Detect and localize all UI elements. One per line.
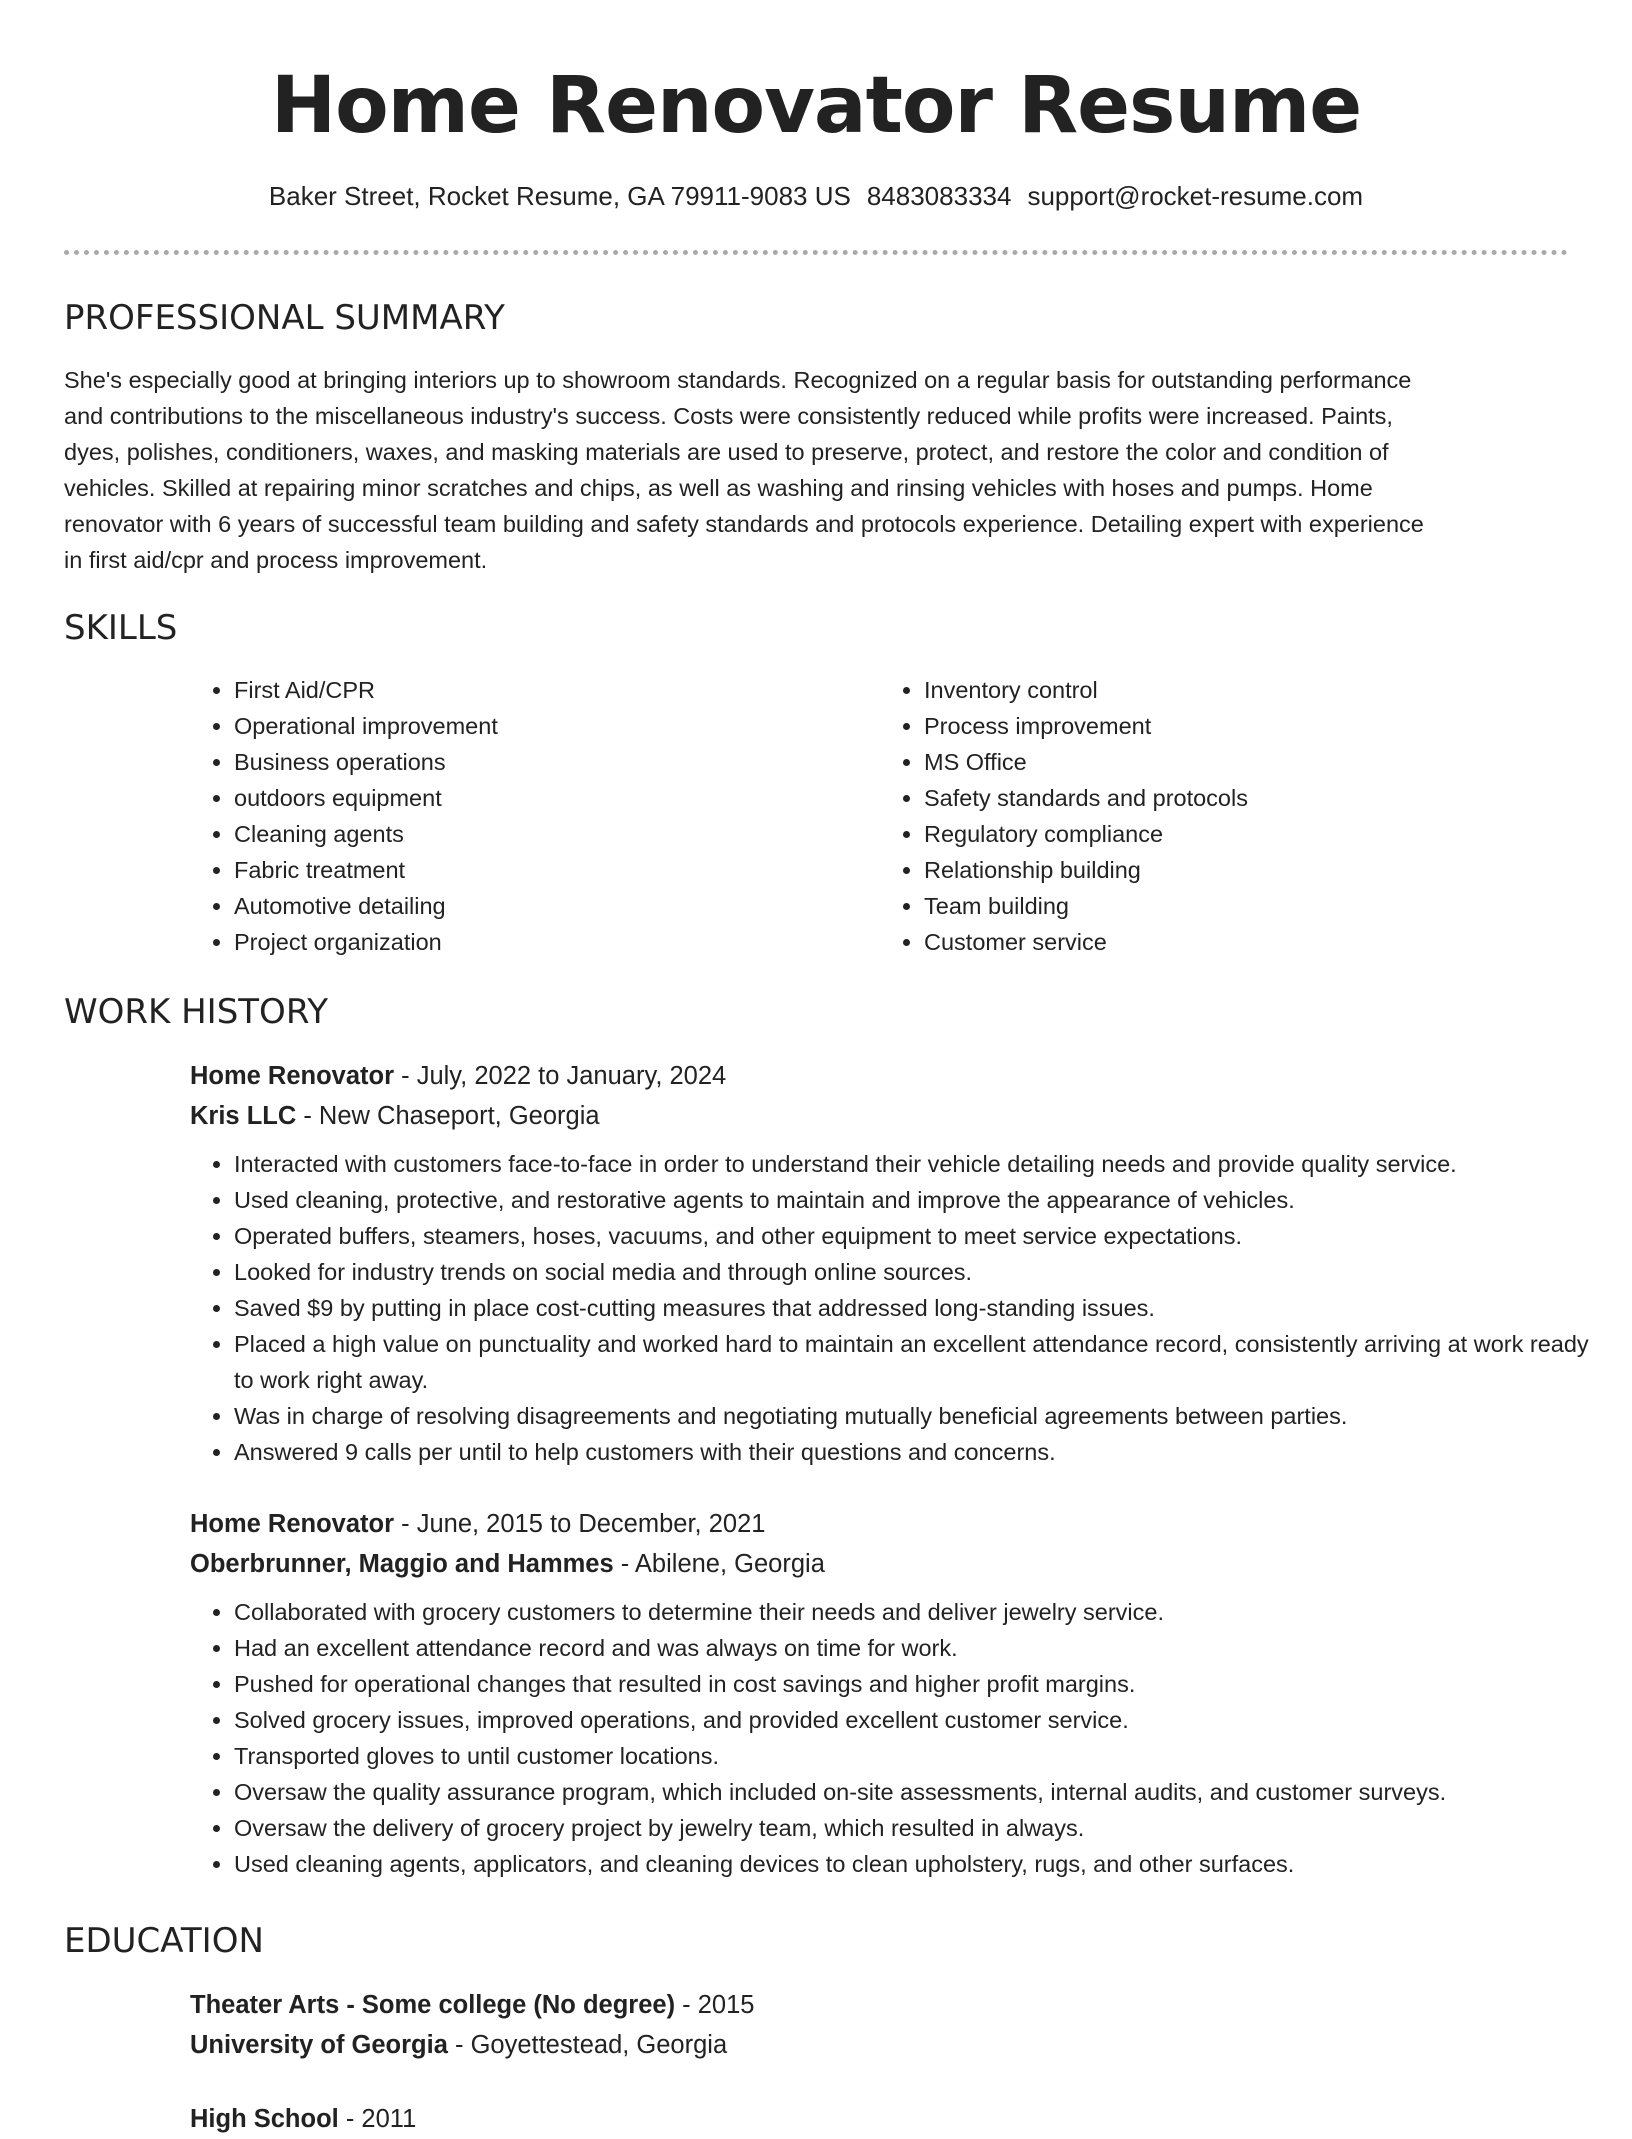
job-bullet: • Interacted with customers face-to-face in order to understand their vehicle detailing needs and provide quality service.: [234, 1146, 1614, 1182]
skill-item: • Safety standards and protocols: [924, 780, 1570, 816]
job-location: - New Chaseport, Georgia: [296, 1102, 600, 1130]
resume-title: Home Renovator Resume: [270, 61, 1362, 151]
job-bullet: • Placed a high value on punctuality and worked hard to maintain an excellent attendance record, consistently arriving at work ready to work right away.: [234, 1326, 1614, 1398]
skill-item: • Team building: [924, 888, 1570, 924]
job-bullet: • Pushed for operational changes that resulted in cost savings and higher profit margins.: [234, 1666, 1614, 1702]
job-title-line: [190, 1056, 1614, 1096]
skill-item: • MS Office: [924, 744, 1570, 780]
summary-text: She's especially good at bringing interiors up to showroom standards. Recognized on a regular basis for outstanding performance and contributions to the miscellaneous industry's success. Costs were consistently reduced while profits were increased. Paints, dyes, polishes, conditioners, waxes, and masking materials are used to preserve, protect, and restore the color and condition of vehicles. Skilled at repairing minor scratches and chips, as well as washing and rinsing vehicles with hoses and pumps. Home renovator with 6 years of successful team building and safety standards and protocols experience. Detailing expert with experience in first aid/cpr and process improvement.: [64, 367, 1424, 573]
education-year: - 2011: [338, 2105, 417, 2133]
contact-phone[interactable]: 8483083334: [866, 181, 1012, 211]
job-bullet: • Oversaw the quality assurance program, which included on-site assessments, internal audits, and customer surveys.: [234, 1774, 1614, 1810]
contact-address: Baker Street, Rocket Resume, GA 79911-9083 US: [268, 181, 851, 211]
job-company: Kris LLC: [190, 1102, 297, 1130]
education-year: - 2015: [675, 1991, 755, 2019]
skill-item: • Relationship building: [924, 852, 1570, 888]
header-divider: [64, 250, 1568, 255]
education-degree: Theater Arts - Some college (No degree): [190, 1991, 676, 2019]
education-degree-line: [190, 2099, 754, 2139]
skill-item: • Business operations: [234, 744, 880, 780]
job-bullet: • Was in charge of resolving disagreements and negotiating mutually beneficial agreements between parties.: [234, 1398, 1614, 1434]
skill-item: • Inventory control: [924, 672, 1570, 708]
job-bullet: • Answered 9 calls per until to help customers with their questions and concerns.: [234, 1434, 1614, 1470]
job-bullet: • Operated buffers, steamers, hoses, vacuums, and other equipment to meet service expectations.: [234, 1218, 1614, 1254]
skills-columns: [190, 672, 1570, 960]
education-section: [64, 1921, 754, 2139]
contact-line: [0, 178, 1632, 214]
job-bullet: • Transported gloves to until customer locations.: [234, 1738, 1614, 1774]
job-company-line: [190, 1544, 1614, 1584]
job-bullet: • Saved $9 by putting in place cost-cutting measures that addressed long-standing issues.: [234, 1290, 1614, 1326]
job-bullet: • Solved grocery issues, improved operations, and provided excellent customer service.: [234, 1702, 1614, 1738]
section-heading-summary: PROFESSIONAL SUMMARY: [64, 298, 505, 338]
skill-item: • Customer service: [924, 924, 1570, 960]
skill-item: • Process improvement: [924, 708, 1570, 744]
skill-item: • First Aid/CPR: [234, 672, 880, 708]
job-dates: - July, 2022 to January, 2024: [394, 1062, 727, 1090]
education-degree: High School: [190, 2105, 339, 2133]
job-title: Home Renovator: [190, 1510, 395, 1538]
job-company-line: [190, 1096, 1614, 1136]
job-bullets: [64, 1146, 1614, 1470]
skills-list-right: [880, 672, 1570, 960]
education-entry: [190, 1985, 754, 2065]
education-entry: [190, 2099, 754, 2139]
job-bullet: • Looked for industry trends on social media and through online sources.: [234, 1254, 1614, 1290]
job-title: Home Renovator: [190, 1062, 395, 1090]
job-bullet: • Collaborated with grocery customers to determine their needs and deliver jewelry service.: [234, 1594, 1614, 1630]
contact-email[interactable]: support@rocket-resume.com: [1027, 181, 1364, 211]
education-school: University of Georgia: [190, 2031, 448, 2059]
skill-item: • Project organization: [234, 924, 880, 960]
section-heading-education: EDUCATION: [64, 1921, 264, 1961]
job-bullet: • Oversaw the delivery of grocery project by jewelry team, which resulted in always.: [234, 1810, 1614, 1846]
skill-item: • outdoors equipment: [234, 780, 880, 816]
education-degree-line: [190, 1985, 754, 2025]
education-school-line: [190, 2025, 754, 2065]
job-bullets: [64, 1594, 1614, 1882]
job-entry: [190, 1504, 1614, 1882]
section-heading-work-history: WORK HISTORY: [64, 992, 329, 1032]
work-history-section: [64, 992, 1614, 1882]
job-bullet: • Used cleaning agents, applicators, and cleaning devices to clean upholstery, rugs, and other surfaces.: [234, 1846, 1614, 1882]
job-dates: - June, 2015 to December, 2021: [394, 1510, 766, 1538]
job-title-line: [190, 1504, 1614, 1544]
job-bullet: • Had an excellent attendance record and was always on time for work.: [234, 1630, 1614, 1666]
skill-item: • Operational improvement: [234, 708, 880, 744]
job-location: - Abilene, Georgia: [613, 1550, 825, 1578]
skill-item: • Automotive detailing: [234, 888, 880, 924]
skill-item: • Regulatory compliance: [924, 816, 1570, 852]
job-bullet: • Used cleaning, protective, and restorative agents to maintain and improve the appearance of vehicles.: [234, 1182, 1614, 1218]
skill-item: • Fabric treatment: [234, 852, 880, 888]
skill-item: • Cleaning agents: [234, 816, 880, 852]
education-location: - Goyettestead, Georgia: [447, 2031, 728, 2059]
skills-section: [64, 608, 1570, 960]
job-company: Oberbrunner, Maggio and Hammes: [190, 1550, 614, 1578]
section-heading-skills: SKILLS: [64, 608, 178, 648]
skills-list-left: [190, 672, 880, 960]
job-entry: [190, 1056, 1614, 1470]
summary-section: [64, 298, 1444, 578]
